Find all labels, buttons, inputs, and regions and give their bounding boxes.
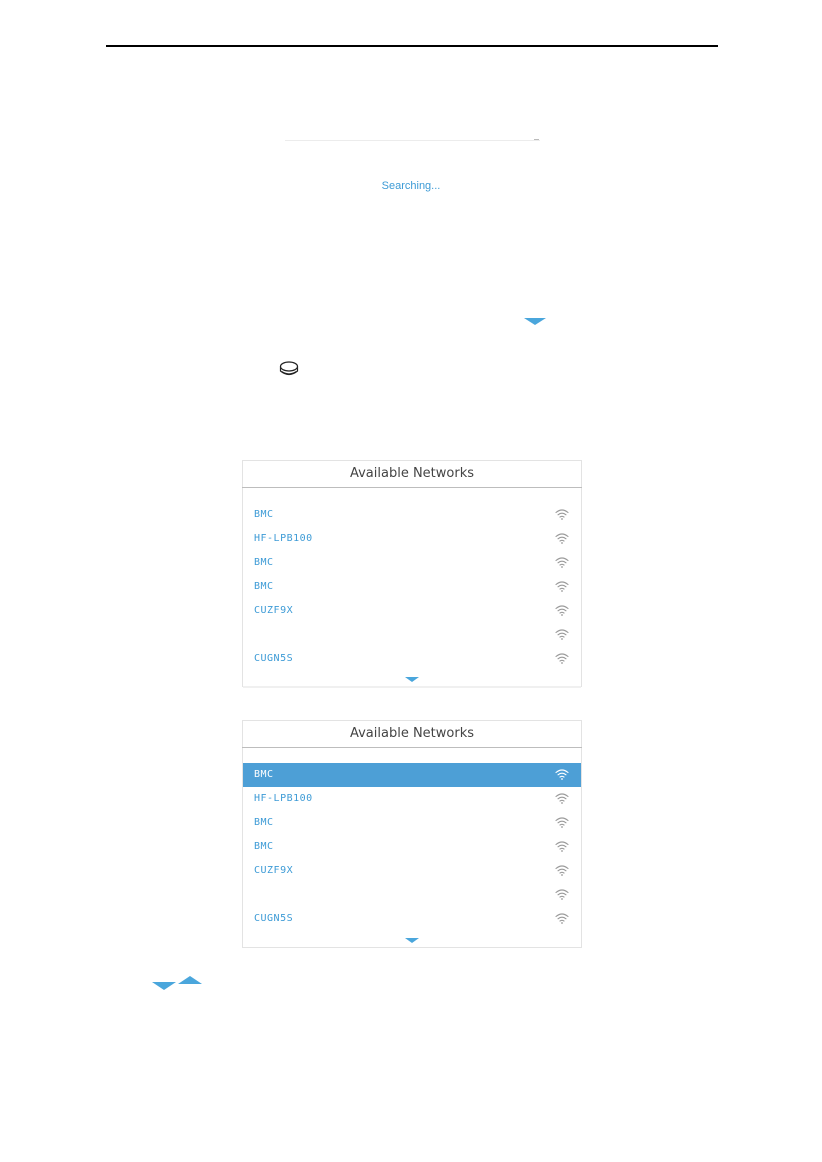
network-row[interactable] [243, 883, 581, 907]
network-name: BMC [254, 769, 274, 780]
network-name: HF-LPB100 [254, 793, 313, 804]
network-name: BMC [254, 841, 274, 852]
wifi-signal-icon [555, 629, 569, 640]
network-name: BMC [254, 581, 274, 592]
network-row[interactable] [243, 647, 581, 671]
panel-title: Available Networks [242, 461, 582, 488]
triangle-down-icon[interactable] [405, 677, 419, 682]
rotary-knob-icon [279, 361, 299, 378]
wifi-signal-icon [555, 653, 569, 664]
network-name: CUGN5S [254, 913, 294, 924]
network-name: BMC [254, 557, 274, 568]
network-name: HF-LPB100 [254, 533, 313, 544]
network-row[interactable] [243, 527, 581, 551]
network-name: CUZF9X [254, 865, 294, 876]
network-row[interactable] [243, 503, 581, 527]
progress-line-tick [534, 139, 539, 140]
wifi-signal-icon [555, 509, 569, 520]
network-name: BMC [254, 509, 274, 520]
network-row[interactable] [243, 599, 581, 623]
network-row[interactable] [243, 763, 581, 787]
network-row[interactable] [243, 575, 581, 599]
network-row[interactable] [243, 811, 581, 835]
wifi-signal-icon [555, 841, 569, 852]
triangle-down-icon[interactable] [152, 982, 176, 990]
wifi-signal-icon [555, 865, 569, 876]
panel-shadow [243, 686, 581, 688]
available-networks-panel-1 [242, 460, 582, 687]
wifi-signal-icon [555, 817, 569, 828]
network-row[interactable] [243, 551, 581, 575]
panel-title: Available Networks [242, 721, 582, 748]
triangle-down-icon[interactable] [524, 318, 546, 325]
network-list [243, 763, 581, 931]
wifi-signal-icon [555, 793, 569, 804]
searching-status: Searching... [381, 180, 441, 192]
network-row[interactable] [243, 835, 581, 859]
wifi-signal-icon [555, 769, 569, 780]
network-name: BMC [254, 817, 274, 828]
header-rule [106, 45, 718, 47]
wifi-signal-icon [555, 533, 569, 544]
wifi-signal-icon [555, 581, 569, 592]
triangle-up-icon[interactable] [178, 976, 202, 984]
network-row[interactable] [243, 787, 581, 811]
available-networks-panel-2 [242, 720, 582, 948]
network-row[interactable] [243, 859, 581, 883]
wifi-signal-icon [555, 889, 569, 900]
network-list [243, 503, 581, 671]
network-name: CUGN5S [254, 653, 294, 664]
network-row[interactable] [243, 907, 581, 931]
wifi-signal-icon [555, 913, 569, 924]
progress-line [285, 140, 540, 141]
triangle-down-icon[interactable] [405, 938, 419, 943]
wifi-signal-icon [555, 605, 569, 616]
network-row[interactable] [243, 623, 581, 647]
wifi-signal-icon [555, 557, 569, 568]
network-name: CUZF9X [254, 605, 294, 616]
